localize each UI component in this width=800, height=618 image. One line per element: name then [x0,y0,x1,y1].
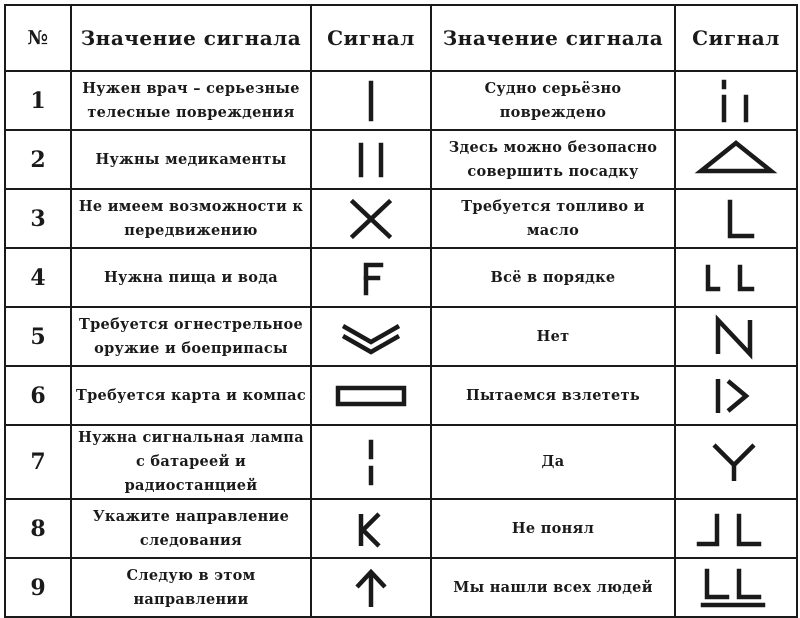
row-number: 2 [5,130,71,189]
n-shape-icon [675,307,797,366]
up-arrow-icon [311,558,431,617]
signal-meaning: Требуется карта и компас [71,366,311,425]
signal-meaning: Мы нашли всех людей [431,558,675,617]
signal-meaning: Требуется топливо и масло [431,189,675,248]
header-meaning-left: Значение сигнала [71,5,311,71]
signal-meaning: Нет [431,307,675,366]
double-bar-icon [311,130,431,189]
table-row [5,248,797,307]
l-shape-icon [675,189,797,248]
row-number: 8 [5,499,71,558]
row-number: 3 [5,189,71,248]
row-number: 6 [5,366,71,425]
table-row [5,499,797,558]
table-row [5,307,797,366]
signal-meaning: Нужны медикаменты [71,130,311,189]
signal-meaning: Нужна сигнальная лампа с батареей и радиостанцией [71,425,311,499]
double-chevron-down-icon [311,307,431,366]
signal-meaning: Требуется огнестрельное оружие и боеприпасы [71,307,311,366]
row-number: 5 [5,307,71,366]
table-row [5,366,797,425]
ground-air-signals-table [4,4,798,618]
table-row [5,558,797,617]
signal-meaning: Укажите направление следования [71,499,311,558]
header-meaning-right: Значение сигнала [431,5,675,71]
x-cross-icon [311,189,431,248]
triangle-icon [675,130,797,189]
header-number: № [5,5,71,71]
k-shape-icon [311,499,431,558]
table-row [5,130,797,189]
dotted-i-and-bar-icon [675,71,797,130]
signal-meaning: Следую в этом направлении [71,558,311,617]
header-signal-right: Сигнал [675,5,797,71]
row-number: 7 [5,425,71,499]
table-row [5,71,797,130]
double-l-icon [675,248,797,307]
signal-meaning: Здесь можно безопасно совершить посадку [431,130,675,189]
row-number: 4 [5,248,71,307]
y-shape-icon [675,425,797,499]
signal-meaning: Не понял [431,499,675,558]
signal-meaning: Пытаемся взлететь [431,366,675,425]
signal-meaning: Судно серьёзно повреждено [431,71,675,130]
bar-triangle-icon [675,366,797,425]
double-l-underlined-icon [675,558,797,617]
signal-meaning: Да [431,425,675,499]
dashed-vertical-icon [311,425,431,499]
single-bar-icon [311,71,431,130]
rectangle-icon [311,366,431,425]
row-number: 9 [5,558,71,617]
j-l-icon [675,499,797,558]
signal-meaning: Не имеем возможности к передвижению [71,189,311,248]
table-row [5,189,797,248]
signal-meaning: Всё в порядке [431,248,675,307]
table-row [5,425,797,499]
table-header-row [5,5,797,71]
signal-meaning: Нужна пища и вода [71,248,311,307]
signal-meaning: Нужен врач – серьезные телесные повреждения [71,71,311,130]
header-signal-left: Сигнал [311,5,431,71]
row-number: 1 [5,71,71,130]
f-shape-icon [311,248,431,307]
